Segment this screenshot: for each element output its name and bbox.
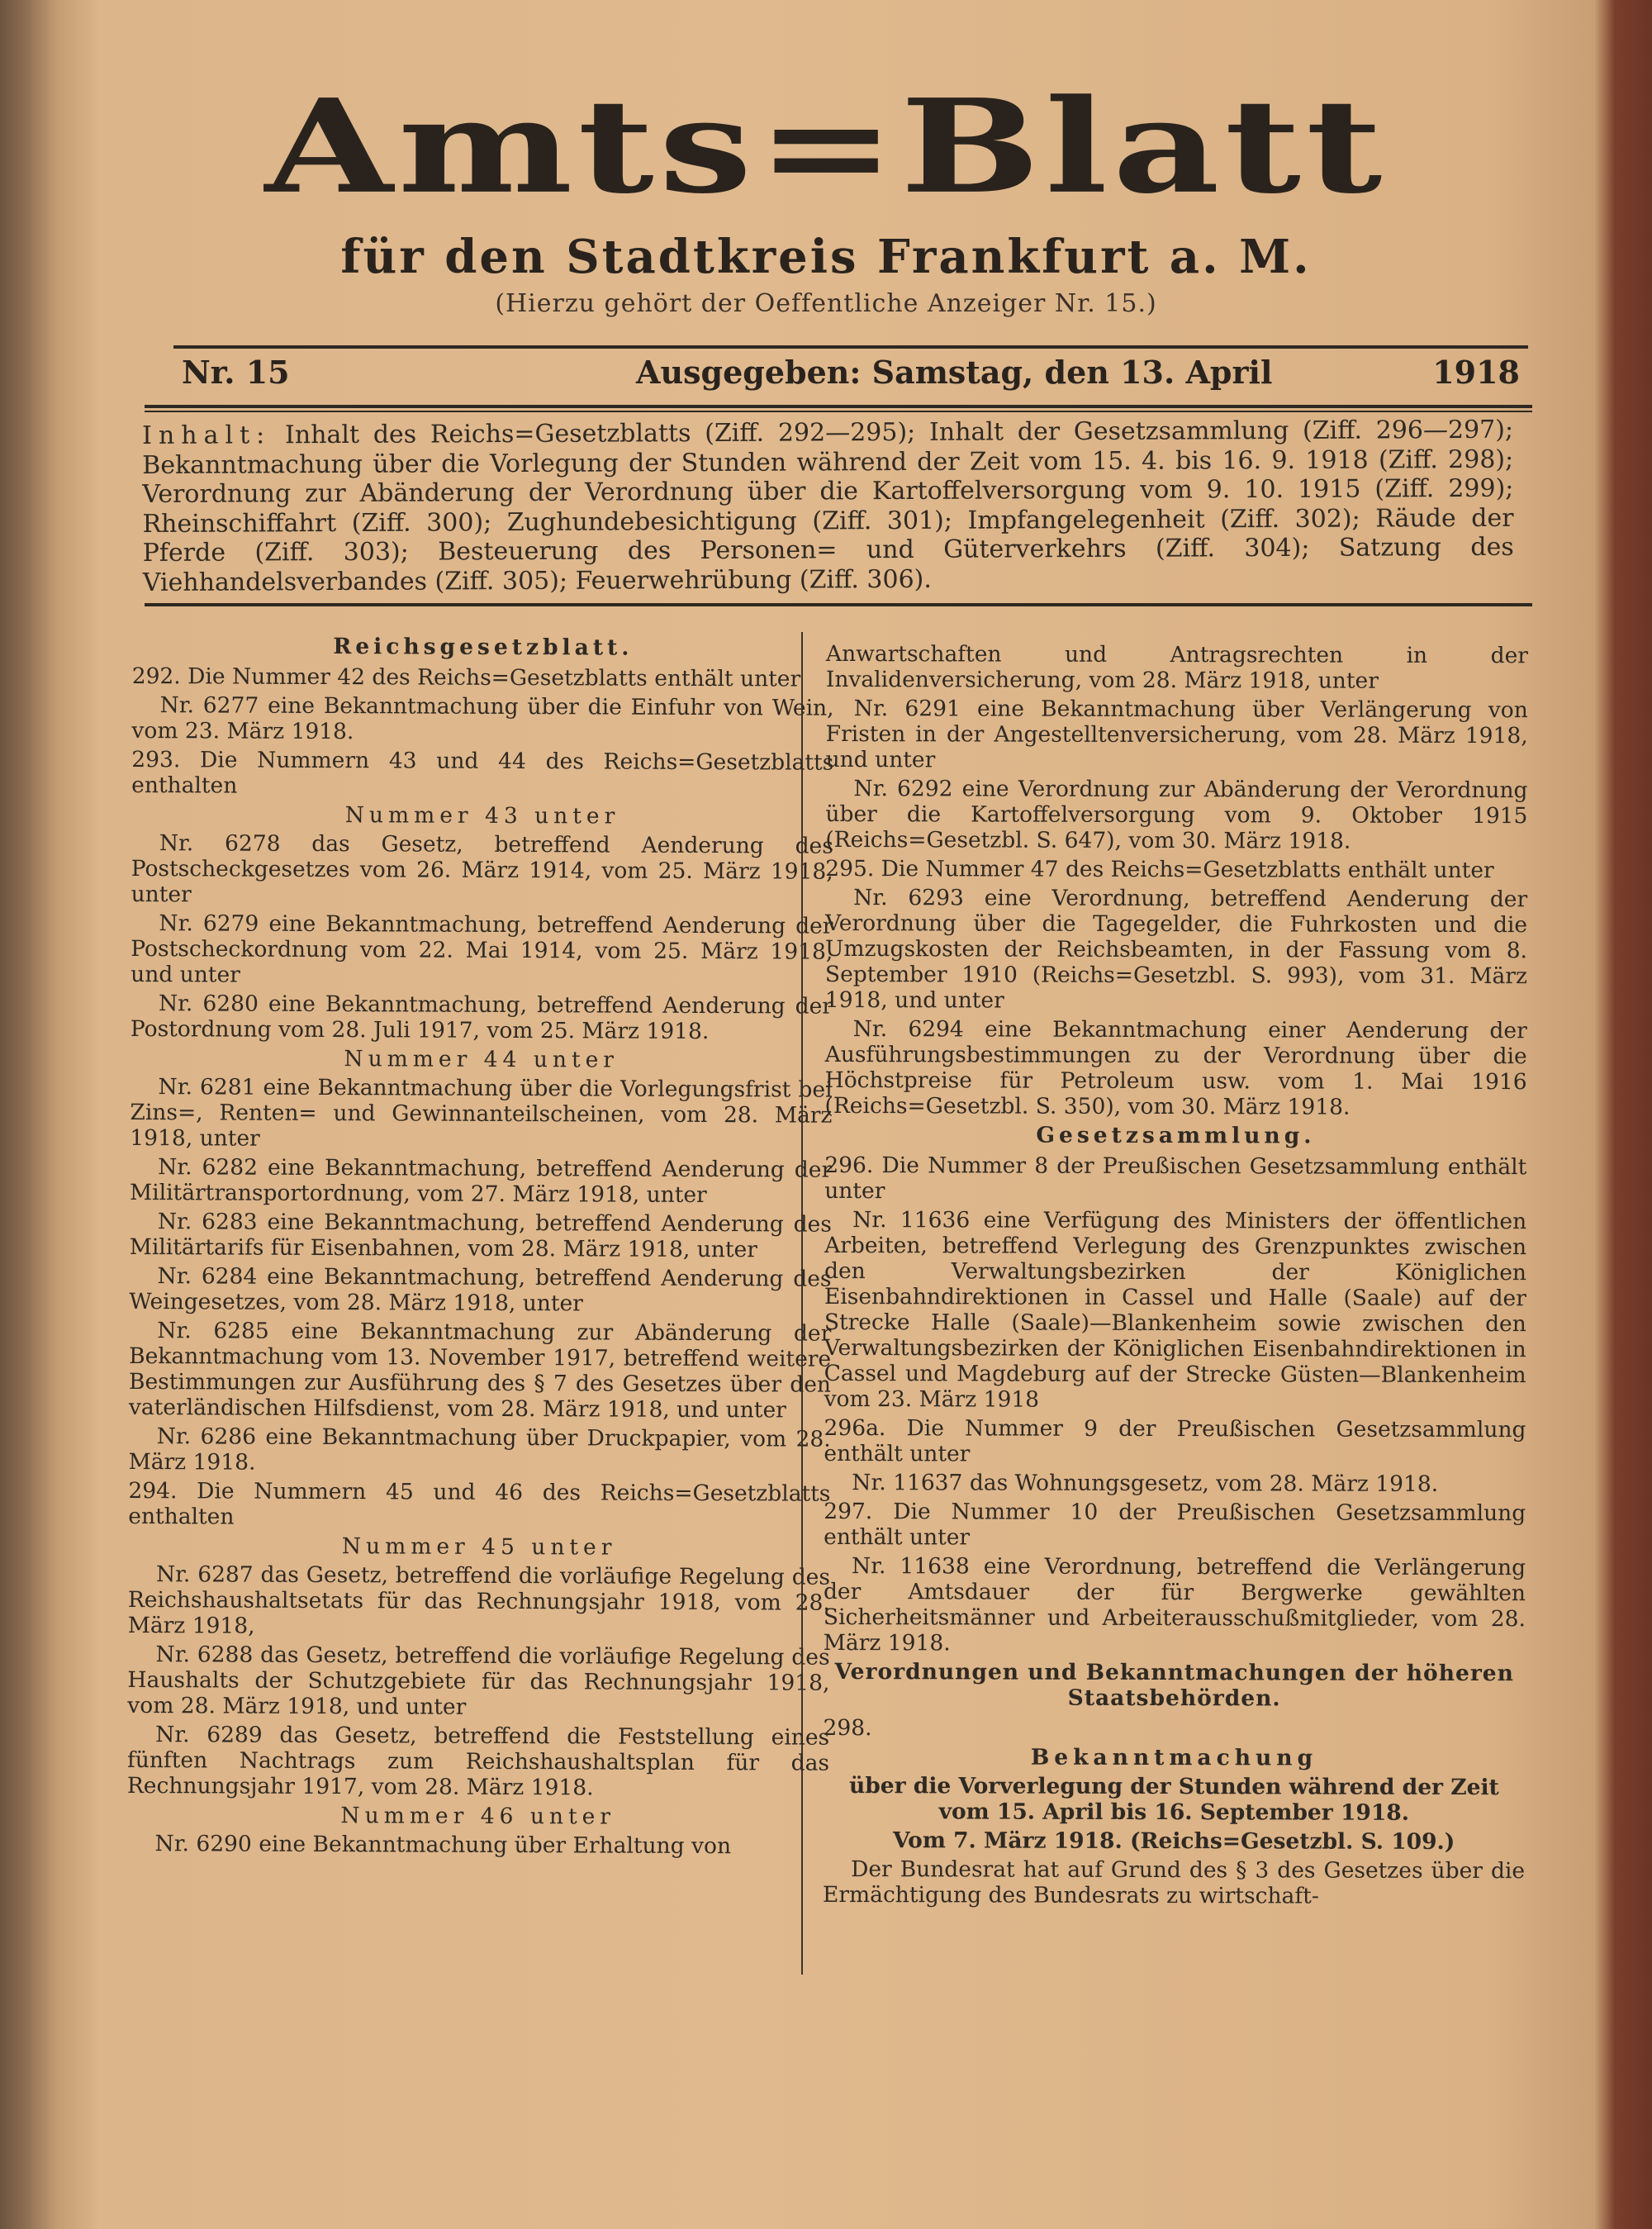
issue-row [173,354,1528,403]
reichsgesetzblatt-heading: Reichsgesetzblatt. [333,634,634,661]
contents-summary [142,416,1514,598]
entry-6292: Nr. 6292 eine Verordnung zur Abänderung der Verordnung über die Kartoffelversorgung vom 9. Oktober 1915 (Reichs=Gesetzbl. S. 647), vom 30. März 1918. [825,776,1528,854]
paragraph-296: 296. Die Nummer 8 der Preußischen Gesetzsammlung enthält unter [824,1152,1527,1205]
entry-6286: Nr. 6286 eine Bekanntmachung über Druckpapier, vom 28. März 1918. [128,1423,831,1476]
bekanntmachung-text: Der Bundesrat hat auf Grund des § 3 des Gesetzes über die Ermächtigung des Bundesrats zu wirtschaft- [822,1856,1526,1909]
paragraph-297: 297. Die Nummer 10 der Preußischen Gesetzsammlung enthält unter [824,1498,1526,1551]
contents-label: Inhalt: [142,421,272,450]
gesetzsammlung-heading: Gesetzsammlung. [1036,1122,1316,1149]
issue-date: Ausgegeben: Samstag, den 13. April [636,354,1273,391]
masthead-title: Amts=Blatt [264,70,1388,223]
number-43-heading: Nummer 43 unter [344,802,620,829]
entry-6289: Nr. 6289 das Gesetz, betreffend die Feststellung eines fünften Nachtrags zum Reichshaushaltsplan für das Rechnungsjahr 1917, vom 28. März 1918. [126,1722,830,1801]
entry-11638: Nr. 11638 eine Verordnung, betreffend die Verlängerung der Amtsdauer der für Bergwerke gewählten Sicherheitsmänner und Arbeiterausschußmitglieder, vom 28. März 1918. [823,1553,1526,1656]
paragraph-296a: 296a. Die Nummer 9 der Preußischen Gesetzsammlung enthält unter [824,1414,1526,1467]
entry-6279: Nr. 6279 eine Bekanntmachung, betreffend Aenderung der Postscheckordnung vom 22. Mai 1914, vom 25. März 1918, und unter [131,910,833,988]
entry-11637: Nr. 11637 das Wohnungsgesetz, vom 28. März 1918. [852,1470,1439,1497]
issue-rule-thin [145,411,1532,412]
entry-6280: Nr. 6280 eine Bekanntmachung, betreffend Aenderung der Postordnung vom 28. Juli 1917, vom 25. März 1918. [130,991,833,1045]
entry-6282: Nr. 6282 eine Bekanntmachung, betreffend Aenderung der Militärtransportordnung, vom 27. März 1918, unter [129,1154,833,1209]
paragraph-292: 292. Die Nummer 42 des Reichs=Gesetzblatts enthält unter [131,663,801,692]
entry-6287: Nr. 6287 das Gesetz, betreffend die vorläufige Regelung des Reichshaushaltsetats für das Rechnungsjahr 1918, vom 28. März 1918, [127,1561,831,1639]
paragraph-293: 293. Die Nummern 43 und 44 des Reichs=Gesetzblatts enthalten [131,746,834,799]
paragraph-298-number: 298. [823,1714,872,1742]
verordnungen-heading: Verordnungen und Bekanntmachungen der höheren Staatsbehörden. [834,1659,1514,1712]
entry-6277: Nr. 6277 eine Bekanntmachung über die Einfuhr von Wein, vom 23. März 1918. [131,692,834,745]
entry-6284: Nr. 6284 eine Bekanntmachung, betreffend Aenderung des Weingesetzes, vom 28. März 1918, unter [129,1263,832,1317]
number-45-heading: Nummer 45 unter [341,1533,617,1561]
issue-year: 1918 [1432,354,1520,391]
entry-6288: Nr. 6288 das Gesetz, betreffend die vorläufige Regelung des Haushalts der Schutzgebiete für das Rechnungsjahr 1918, vom 28. März 1918, und unter [127,1642,830,1720]
entry-6283: Nr. 6283 eine Bekanntmachung, betreffend Aenderung des Militärtarifs für Eisenbahnen, vom 28. März 1918, unter [129,1209,832,1263]
entry-6281: Nr. 6281 eine Bekanntmachung über die Vorlegungsfrist bei Zins=, Renten= und Gewinnanteilscheinen, vom 28. März 1918, unter [130,1074,833,1152]
masthead-subtitle: für den Stadtkreis Frankfurt a. M. [340,230,1312,284]
entry-11636: Nr. 11636 eine Verfügung des Ministers der öffentlichen Arbeiten, betreffend Verlegung des Grenzpunktes zwischen den Verwaltungsbezirken der Königlichen Eisenbahndirektionen in Cassel und Halle (Saale) auf der Strecke Halle (Saale)—Blankenheim sowie zwischen den Verwaltungsbezirken der Königlichen Eisenbahndirektionen in Cassel und Magdeburg auf der Strecke Güsten—Blankenheim vom 23. März 1918 [824,1207,1527,1413]
bekanntmachung-title: Bekanntmachung [1030,1744,1318,1771]
contents-rule [145,603,1532,606]
bekanntmachung-subtitle: über die Vorverlegung der Stunden während der Zeit vom 15. April bis 16. September 1918. [848,1773,1499,1826]
number-44-heading: Nummer 44 unter [344,1046,620,1073]
right-column [823,641,1528,1913]
issue-rule [145,405,1532,408]
left-column [127,630,834,1863]
paragraph-295: 295. Die Nummer 47 des Reichs=Gesetzblatts enthält unter [825,855,1494,884]
masthead-note: (Hierzu gehört der Oeffentliche Anzeiger Nr. 15.) [495,289,1157,318]
continuation-text: Anwartschaften und Antragsrechten in der Invalidenversicherung, vom 28. März 1918, unter [825,641,1528,694]
entry-6285: Nr. 6285 eine Bekanntmachung zur Abänderung der Bekanntmachung vom 13. November 1917, betreffend weitere Bestimmungen zur Ausführung des § 7 des Gesetzes über den vaterländischen Hilfsdienst, vom 28. März 1918, und unter [128,1318,832,1423]
bekanntmachung-date: Vom 7. März 1918. (Reichs=Gesetzbl. S. 109.) [893,1827,1455,1855]
number-46-heading: Nummer 46 unter [340,1803,616,1830]
paragraph-294: 294. Die Nummern 45 und 46 des Reichs=Gesetzblatts enthalten [128,1477,831,1530]
entry-6293: Nr. 6293 eine Verordnung, betreffend Aenderung der Verordnung über die Tagegelder, die Fuhrkosten und die Umzugskosten der Reichsbeamten, in der Fassung vom 8. September 1910 (Reichs=Gesetzbl. S. 993), vom 31. März 1918, und unter [824,885,1528,1014]
entry-6290: Nr. 6290 eine Bekanntmachung über Erhaltung von [154,1831,732,1860]
contents-text: Inhalt des Reichs=Gesetzblatts (Ziff. 292—295); Inhalt der Gesetzsammlung (Ziff. 296—297); Bekanntmachung über die Vorlegung der Stunden während der Zeit vom 15. 4. bis 16. 9. 1918 (Ziff. 298); Verordnung zur Abänderung der Verordnung über die Kartoffelversorgung vom 9. 10. 1915 (Ziff. 299); Rheinschiffahrt (Ziff. 300); Zughundebesichtigung (Ziff. 301); Impfangelegenheit (Ziff. 302); Räude der Pferde (Ziff. 303); Besteuerung des Personen= und Güterverkehrs (Ziff. 304); Satzung des Viehhandelsverbandes (Ziff. 305); Feuerwehrübung (Ziff. 306). [142,415,1514,597]
entry-6291: Nr. 6291 eine Bekanntmachung über Verlängerung von Fristen in der Angestelltenversicherung, vom 28. März 1918, und unter [825,696,1528,773]
entry-6278: Nr. 6278 das Gesetz, betreffend Aenderung des Postscheckgesetzes vom 26. März 1914, vom 25. März 1918, unter [131,830,833,908]
entry-6294: Nr. 6294 eine Bekanntmachung einer Aenderung der Ausführungsbestimmungen zu der Verordnung über die Höchstpreise für Petroleum usw. vom 1. Mai 1916 (Reichs=Gesetzbl. S. 350), vom 30. März 1918. [824,1016,1527,1120]
newspaper-page [50,0,1602,2229]
issue-number: Nr. 15 [182,354,290,391]
top-rule [173,345,1528,349]
